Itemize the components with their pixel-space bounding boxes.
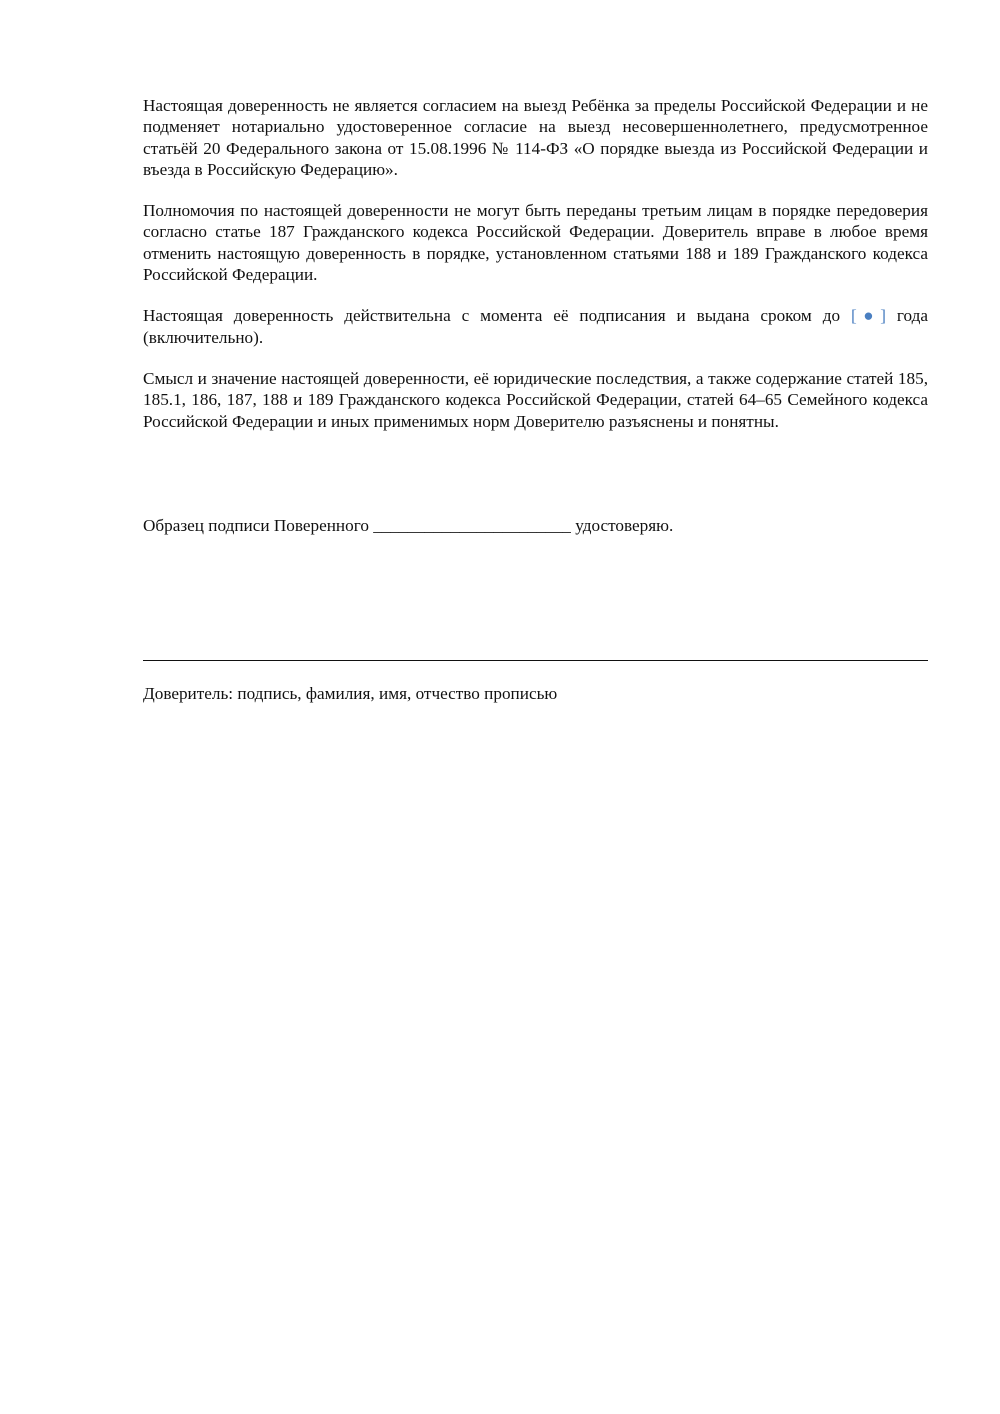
paragraph-validity (143, 305, 928, 348)
paragraph-substitution: Полномочия по настоящей доверенности не могут быть переданы третьим лицам в порядке передоверия согласно статье 187 Гражданского кодекса Российской Федерации. Доверитель вправе в любое время отменить настоящую доверенность в порядке, установленном статьями 188 и 189 Гражданского кодекса Российской Федерации. (143, 201, 928, 285)
principal-signature-caption: Доверитель: подпись, фамилия, имя, отчество прописью (143, 684, 558, 703)
signature-sample-line (143, 515, 673, 536)
signature-sample-prefix: Образец подписи Поверенного (143, 516, 369, 535)
signature-sample-suffix: удостоверяю. (575, 516, 674, 535)
validity-text-end: года (включительно). (143, 306, 928, 347)
paragraph-exit-consent: Настоящая доверенность не является согласием на выезд Ребёнка за пределы Российской Федерации и не подменяет нотариально удостоверенное согласие на выезд несовершеннолетнего, предусмотренное статьёй 20 Федерального закона от 15.08.1996 № 114-ФЗ «О порядке выезда из Российской Федерации и въезда в Российскую Федерацию». (143, 96, 928, 179)
principal-signature-line (143, 660, 928, 661)
validity-date-placeholder: [●] (850, 306, 886, 326)
paragraph-explained: Смысл и значение настоящей доверенности, её юридические последствия, а также содержание статей 185, 185.1, 186, 187, 188 и 189 Гражданского кодекса Российской Федерации, статей 64–65 Семейного кодекса Российской Федерации и иных применимых норм Доверителю разъяснены и понятны. (143, 368, 928, 431)
document-body (143, 95, 928, 703)
validity-text-start: Настоящая доверенность действительна с момента её подписания и выдана сроком до (143, 306, 851, 326)
signature-sample-blank: _______________________ (373, 516, 571, 535)
